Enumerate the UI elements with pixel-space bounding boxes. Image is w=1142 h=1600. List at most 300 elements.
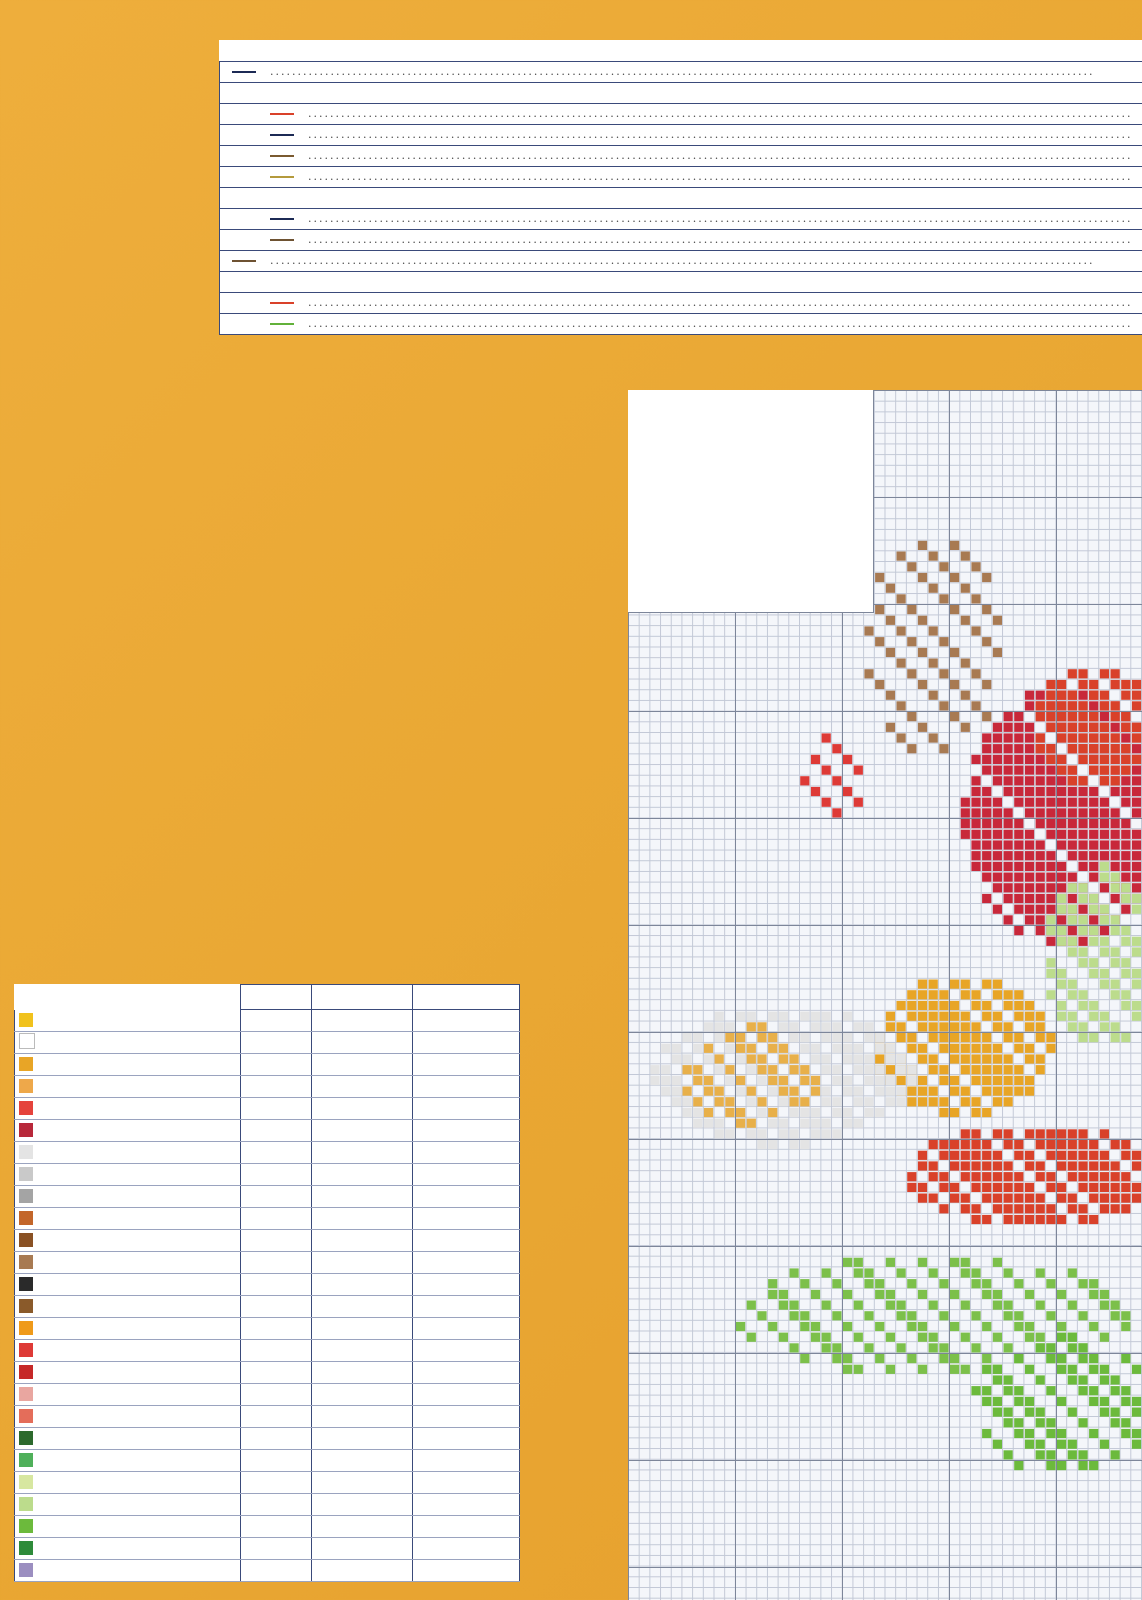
pattern-cell <box>950 1290 959 1299</box>
pattern-cell <box>897 594 906 603</box>
pattern-cell <box>961 830 970 839</box>
stitch-symbol-icon <box>19 1475 33 1489</box>
pattern-cell <box>993 1375 1002 1384</box>
pattern-cell <box>757 1097 766 1106</box>
key-colour-name <box>15 1098 241 1120</box>
pattern-cell <box>918 990 927 999</box>
pattern-cell <box>950 1001 959 1010</box>
dot-leader <box>308 314 1133 334</box>
pattern-cell <box>1004 862 1013 871</box>
pattern-cell <box>1100 873 1109 882</box>
code-dmc <box>241 1186 312 1208</box>
pattern-cell <box>907 1311 916 1320</box>
pattern-cell <box>1111 787 1120 796</box>
code-dmc <box>241 1274 312 1296</box>
pattern-cell <box>1004 1408 1013 1417</box>
pattern-cell <box>907 1354 916 1363</box>
pattern-cell <box>704 1022 713 1031</box>
key-colour-name <box>15 1010 241 1032</box>
pattern-cell <box>1046 798 1055 807</box>
pattern-cell <box>1004 1033 1013 1042</box>
pattern-cell <box>875 1065 884 1074</box>
pattern-cell <box>1089 873 1098 882</box>
pattern-cell <box>843 1033 852 1042</box>
pattern-cell <box>822 1129 831 1138</box>
pattern-cell <box>971 830 980 839</box>
pattern-cell <box>971 851 980 860</box>
pattern-cell <box>897 659 906 668</box>
pattern-cell <box>1078 819 1087 828</box>
pattern-cell <box>982 744 991 753</box>
pattern-cell <box>843 1054 852 1063</box>
pattern-cell <box>1046 701 1055 710</box>
pattern-cell <box>939 990 948 999</box>
code-anchor <box>312 1032 413 1054</box>
pattern-cell <box>961 1161 970 1170</box>
pattern-cell <box>982 766 991 775</box>
pattern-cell <box>1121 1397 1130 1406</box>
pattern-cell <box>1132 691 1141 700</box>
key-row <box>15 1428 520 1450</box>
pattern-cell <box>1046 1140 1055 1149</box>
chart-info-box <box>628 390 874 613</box>
backstitch-row <box>220 167 1142 188</box>
pattern-cell <box>950 680 959 689</box>
pattern-cell <box>1132 744 1141 753</box>
pattern-cell <box>1078 1461 1087 1470</box>
pattern-cell <box>886 1301 895 1310</box>
pattern-cell <box>897 1054 906 1063</box>
pattern-cell <box>961 1087 970 1096</box>
pattern-cell <box>1004 1001 1013 1010</box>
pattern-cell <box>661 1065 670 1074</box>
pattern-cell <box>971 1279 980 1288</box>
pattern-cell <box>918 1161 927 1170</box>
pattern-cell <box>1057 712 1066 721</box>
pattern-cell <box>971 1140 980 1149</box>
pattern-cell <box>757 1311 766 1320</box>
pattern-cell <box>1089 1033 1098 1042</box>
pattern-cell <box>779 1087 788 1096</box>
pattern-cell <box>918 1012 927 1021</box>
pattern-cell <box>1068 926 1077 935</box>
pattern-cell <box>1111 733 1120 742</box>
pattern-cell <box>918 1333 927 1342</box>
pattern-cell <box>875 1087 884 1096</box>
pattern-cell <box>1036 1140 1045 1149</box>
pattern-cell <box>950 1076 959 1085</box>
pattern-cell <box>1100 808 1109 817</box>
pattern-cell <box>929 626 938 635</box>
pattern-cell <box>822 798 831 807</box>
pattern-cell <box>1068 1268 1077 1277</box>
pattern-cell <box>768 1119 777 1128</box>
key-colour-name <box>15 1252 241 1274</box>
code-finca <box>413 1560 520 1582</box>
pattern-cell <box>1100 733 1109 742</box>
code-dmc <box>241 1494 312 1516</box>
backstitch-row <box>220 146 1142 167</box>
pattern-cell <box>1036 776 1045 785</box>
pattern-cell <box>993 1204 1002 1213</box>
pattern-cell <box>1121 1429 1130 1438</box>
pattern-cell <box>757 1033 766 1042</box>
pattern-cell <box>1121 744 1130 753</box>
pattern-cell <box>1014 873 1023 882</box>
pattern-cell <box>971 1311 980 1320</box>
pattern-cell <box>1132 883 1141 892</box>
pattern-cell <box>1068 1194 1077 1203</box>
pattern-cell <box>736 1033 745 1042</box>
pattern-cell <box>1025 862 1034 871</box>
pattern-cell <box>993 840 1002 849</box>
key-colour-name <box>15 1516 241 1538</box>
pattern-cell <box>1078 830 1087 839</box>
stitch-line-swatch <box>232 260 256 262</box>
pattern-cell <box>950 1140 959 1149</box>
pattern-cell <box>907 1044 916 1053</box>
pattern-cell <box>1100 969 1109 978</box>
pattern-cell <box>1132 840 1141 849</box>
pattern-cell <box>1089 1183 1098 1192</box>
pattern-cell <box>886 1097 895 1106</box>
pattern-cell <box>897 1033 906 1042</box>
pattern-cell <box>1089 958 1098 967</box>
pattern-cell <box>822 1301 831 1310</box>
pattern-cell <box>961 659 970 668</box>
pattern-cell <box>1068 830 1077 839</box>
key-colour-name <box>15 1362 241 1384</box>
pattern-cell <box>929 1194 938 1203</box>
pattern-cell <box>1068 1365 1077 1374</box>
pattern-cell <box>1121 926 1130 935</box>
pattern-cell <box>961 1065 970 1074</box>
pattern-cell <box>747 1044 756 1053</box>
pattern-cell <box>1046 883 1055 892</box>
code-anchor <box>312 1076 413 1098</box>
pattern-cell <box>1100 830 1109 839</box>
pattern-cell <box>1036 744 1045 753</box>
code-finca <box>413 1098 520 1120</box>
pattern-cell <box>1111 744 1120 753</box>
key-colour-name <box>15 1120 241 1142</box>
pattern-cell <box>982 637 991 646</box>
code-dmc <box>241 1428 312 1450</box>
row-content <box>220 62 1142 82</box>
pattern-cell <box>747 1054 756 1063</box>
code-anchor <box>312 1296 413 1318</box>
pattern-cell <box>1014 830 1023 839</box>
pattern-cell <box>982 862 991 871</box>
pattern-cell <box>993 883 1002 892</box>
pattern-cell <box>1068 1172 1077 1181</box>
pattern-cell <box>1014 883 1023 892</box>
pattern-cell <box>725 1022 734 1031</box>
pattern-cell <box>982 1076 991 1085</box>
pattern-cell <box>1111 808 1120 817</box>
pattern-cell <box>1100 862 1109 871</box>
pattern-cell <box>982 808 991 817</box>
pattern-cell <box>982 1033 991 1042</box>
pattern-cell <box>971 1097 980 1106</box>
pattern-cell <box>897 1343 906 1352</box>
stitch-symbol-icon <box>19 1255 33 1269</box>
pattern-cell <box>1036 1194 1045 1203</box>
pattern-cell <box>1025 723 1034 732</box>
pattern-cell <box>982 1194 991 1203</box>
pattern-cell <box>1046 766 1055 775</box>
pattern-cell <box>1111 701 1120 710</box>
dot-leader <box>308 125 1133 145</box>
pattern-cell <box>1057 883 1066 892</box>
pattern-cell <box>768 1065 777 1074</box>
pattern-cell <box>907 1001 916 1010</box>
pattern-cell <box>864 1097 873 1106</box>
pattern-cell <box>822 1033 831 1042</box>
pattern-cell <box>1121 1311 1130 1320</box>
pattern-cell <box>693 1044 702 1053</box>
pattern-cell <box>1004 840 1013 849</box>
stitch-symbol-icon <box>19 1233 33 1247</box>
pattern-cell <box>1100 1129 1109 1138</box>
pattern-cell <box>854 1097 863 1106</box>
pattern-cell <box>1046 990 1055 999</box>
pattern-cell <box>1068 733 1077 742</box>
pattern-cell <box>907 712 916 721</box>
pattern-cell <box>971 1001 980 1010</box>
pattern-cell <box>950 1022 959 1031</box>
pattern-cell <box>950 541 959 550</box>
pattern-cell <box>832 1033 841 1042</box>
code-anchor <box>312 1428 413 1450</box>
pattern-cell <box>897 1087 906 1096</box>
code-anchor <box>312 1098 413 1120</box>
blank-header <box>15 985 241 1010</box>
code-anchor <box>312 1340 413 1362</box>
code-dmc <box>241 1362 312 1384</box>
pattern-cell <box>725 1076 734 1085</box>
pattern-cell <box>1089 691 1098 700</box>
pattern-cell <box>1111 755 1120 764</box>
pattern-cell <box>918 573 927 582</box>
key-row <box>15 1362 520 1384</box>
pattern-cell <box>950 1044 959 1053</box>
pattern-cell <box>1132 862 1141 871</box>
stitch-symbol-icon <box>19 1013 33 1027</box>
pattern-cell <box>715 1065 724 1074</box>
pattern-cell <box>982 573 991 582</box>
pattern-cell <box>1132 851 1141 860</box>
pattern-cell <box>1025 691 1034 700</box>
backstitch-body <box>220 62 1142 335</box>
code-anchor <box>312 1120 413 1142</box>
pattern-cell <box>1121 905 1130 914</box>
stitch-line-swatch <box>270 134 294 136</box>
pattern-cell <box>1014 1172 1023 1181</box>
pattern-cell <box>961 980 970 989</box>
code-dmc <box>241 1340 312 1362</box>
pattern-cell <box>982 1365 991 1374</box>
pattern-cell <box>1068 894 1077 903</box>
pattern-cell <box>961 798 970 807</box>
pattern-cell <box>811 1022 820 1031</box>
pattern-cell <box>993 744 1002 753</box>
pattern-cell <box>993 1129 1002 1138</box>
pattern-cell <box>1089 851 1098 860</box>
pattern-cell <box>971 819 980 828</box>
pattern-cell <box>1036 894 1045 903</box>
pattern-cell <box>993 1022 1002 1031</box>
pattern-cell <box>811 1087 820 1096</box>
pattern-cell <box>736 1322 745 1331</box>
pattern-cell <box>982 733 991 742</box>
backstitch-row <box>220 125 1142 146</box>
pattern-cell <box>672 1087 681 1096</box>
pattern-cell <box>950 1161 959 1170</box>
pattern-cell <box>800 1140 809 1149</box>
pattern-cell <box>683 1065 692 1074</box>
pattern-cell <box>918 1194 927 1203</box>
pattern-cell <box>993 1076 1002 1085</box>
pattern-cell <box>1132 980 1141 989</box>
code-dmc <box>241 1230 312 1252</box>
pattern-cell <box>1004 1022 1013 1031</box>
pattern-cell <box>1100 723 1109 732</box>
pattern-cell <box>768 1140 777 1149</box>
pattern-cell <box>1036 766 1045 775</box>
pattern-cell <box>993 776 1002 785</box>
pattern-cell <box>800 1311 809 1320</box>
pattern-cell <box>683 1087 692 1096</box>
stitch-symbol-icon <box>19 1145 33 1159</box>
pattern-cell <box>897 1097 906 1106</box>
row-content <box>220 251 1142 271</box>
pattern-cell <box>832 1343 841 1352</box>
pattern-cell <box>982 851 991 860</box>
pattern-cell <box>993 980 1002 989</box>
pattern-cell <box>1046 691 1055 700</box>
pattern-cell <box>1121 1204 1130 1213</box>
pattern-cell <box>1014 905 1023 914</box>
pattern-cell <box>961 1022 970 1031</box>
pattern-cell <box>1111 947 1120 956</box>
pattern-cell <box>1100 776 1109 785</box>
pattern-cell <box>1046 937 1055 946</box>
pattern-cell <box>1121 766 1130 775</box>
pattern-cell <box>1057 1129 1066 1138</box>
pattern-cell <box>961 819 970 828</box>
pattern-cell <box>1046 915 1055 924</box>
key-row <box>15 1384 520 1406</box>
pattern-cell <box>1078 926 1087 935</box>
key-row <box>15 1032 520 1054</box>
stitch-symbol-icon <box>19 1299 33 1313</box>
pattern-cell <box>1014 1001 1023 1010</box>
stitch-symbol-icon <box>19 1431 33 1445</box>
stitch-symbol-icon <box>19 1497 33 1511</box>
key-colour-table <box>14 984 520 1582</box>
pattern-cell <box>1025 1429 1034 1438</box>
pattern-cell <box>1078 905 1087 914</box>
pattern-cell <box>854 1022 863 1031</box>
pattern-cell <box>1057 755 1066 764</box>
key-row <box>15 1120 520 1142</box>
pattern-cell <box>950 712 959 721</box>
pattern-cell <box>971 626 980 635</box>
code-dmc <box>241 1208 312 1230</box>
pattern-cell <box>971 1172 980 1181</box>
pattern-cell <box>1078 915 1087 924</box>
pattern-cell <box>886 1054 895 1063</box>
pattern-cell <box>929 1333 938 1342</box>
pattern-cell <box>1078 1343 1087 1352</box>
pattern-cell <box>1068 1151 1077 1160</box>
pattern-cell <box>1046 894 1055 903</box>
pattern-cell <box>1100 669 1109 678</box>
pattern-cell <box>1100 1301 1109 1310</box>
code-anchor <box>312 1406 413 1428</box>
row-content <box>220 167 1142 187</box>
pattern-cell <box>1078 1183 1087 1192</box>
pattern-cell <box>929 1033 938 1042</box>
pattern-cell <box>790 1097 799 1106</box>
pattern-cell <box>993 755 1002 764</box>
pattern-cell <box>1004 1215 1013 1224</box>
pattern-cell <box>939 1151 948 1160</box>
code-dmc <box>241 1076 312 1098</box>
pattern-cell <box>971 798 980 807</box>
pattern-cell <box>1068 1012 1077 1021</box>
pattern-cell <box>1078 883 1087 892</box>
pattern-cell <box>886 584 895 593</box>
pattern-cell <box>1078 990 1087 999</box>
pattern-cell <box>1089 733 1098 742</box>
pattern-cell <box>1046 680 1055 689</box>
pattern-cell <box>1132 787 1141 796</box>
pattern-cell <box>683 1097 692 1106</box>
pattern-cell <box>1057 1461 1066 1470</box>
backstitch-row <box>220 62 1142 83</box>
pattern-cell <box>1014 1151 1023 1160</box>
dot-leader <box>308 167 1133 187</box>
pattern-cell <box>1014 1087 1023 1096</box>
pattern-cell <box>1046 1386 1055 1395</box>
stitch-symbol-icon <box>19 1033 35 1049</box>
pattern-cell <box>1057 1215 1066 1224</box>
pattern-cell <box>907 1097 916 1106</box>
pattern-cell <box>832 744 841 753</box>
pattern-cell <box>779 1022 788 1031</box>
pattern-cell <box>747 1012 756 1021</box>
code-anchor <box>312 1494 413 1516</box>
pattern-cell <box>1004 1204 1013 1213</box>
stitch-symbol-icon <box>19 1189 33 1203</box>
pattern-cell <box>1078 1022 1087 1031</box>
pattern-cell <box>1036 755 1045 764</box>
pattern-cell <box>822 1012 831 1021</box>
pattern-cell <box>929 584 938 593</box>
pattern-cell <box>929 1001 938 1010</box>
pattern-cell <box>971 787 980 796</box>
pattern-cell <box>1111 1418 1120 1427</box>
pattern-cell <box>950 1108 959 1117</box>
pattern-cell <box>875 637 884 646</box>
pattern-cell <box>1111 1204 1120 1213</box>
code-anchor <box>312 1164 413 1186</box>
code-finca <box>413 1120 520 1142</box>
stitch-symbol-icon <box>19 1079 33 1093</box>
pattern-cell <box>1100 798 1109 807</box>
